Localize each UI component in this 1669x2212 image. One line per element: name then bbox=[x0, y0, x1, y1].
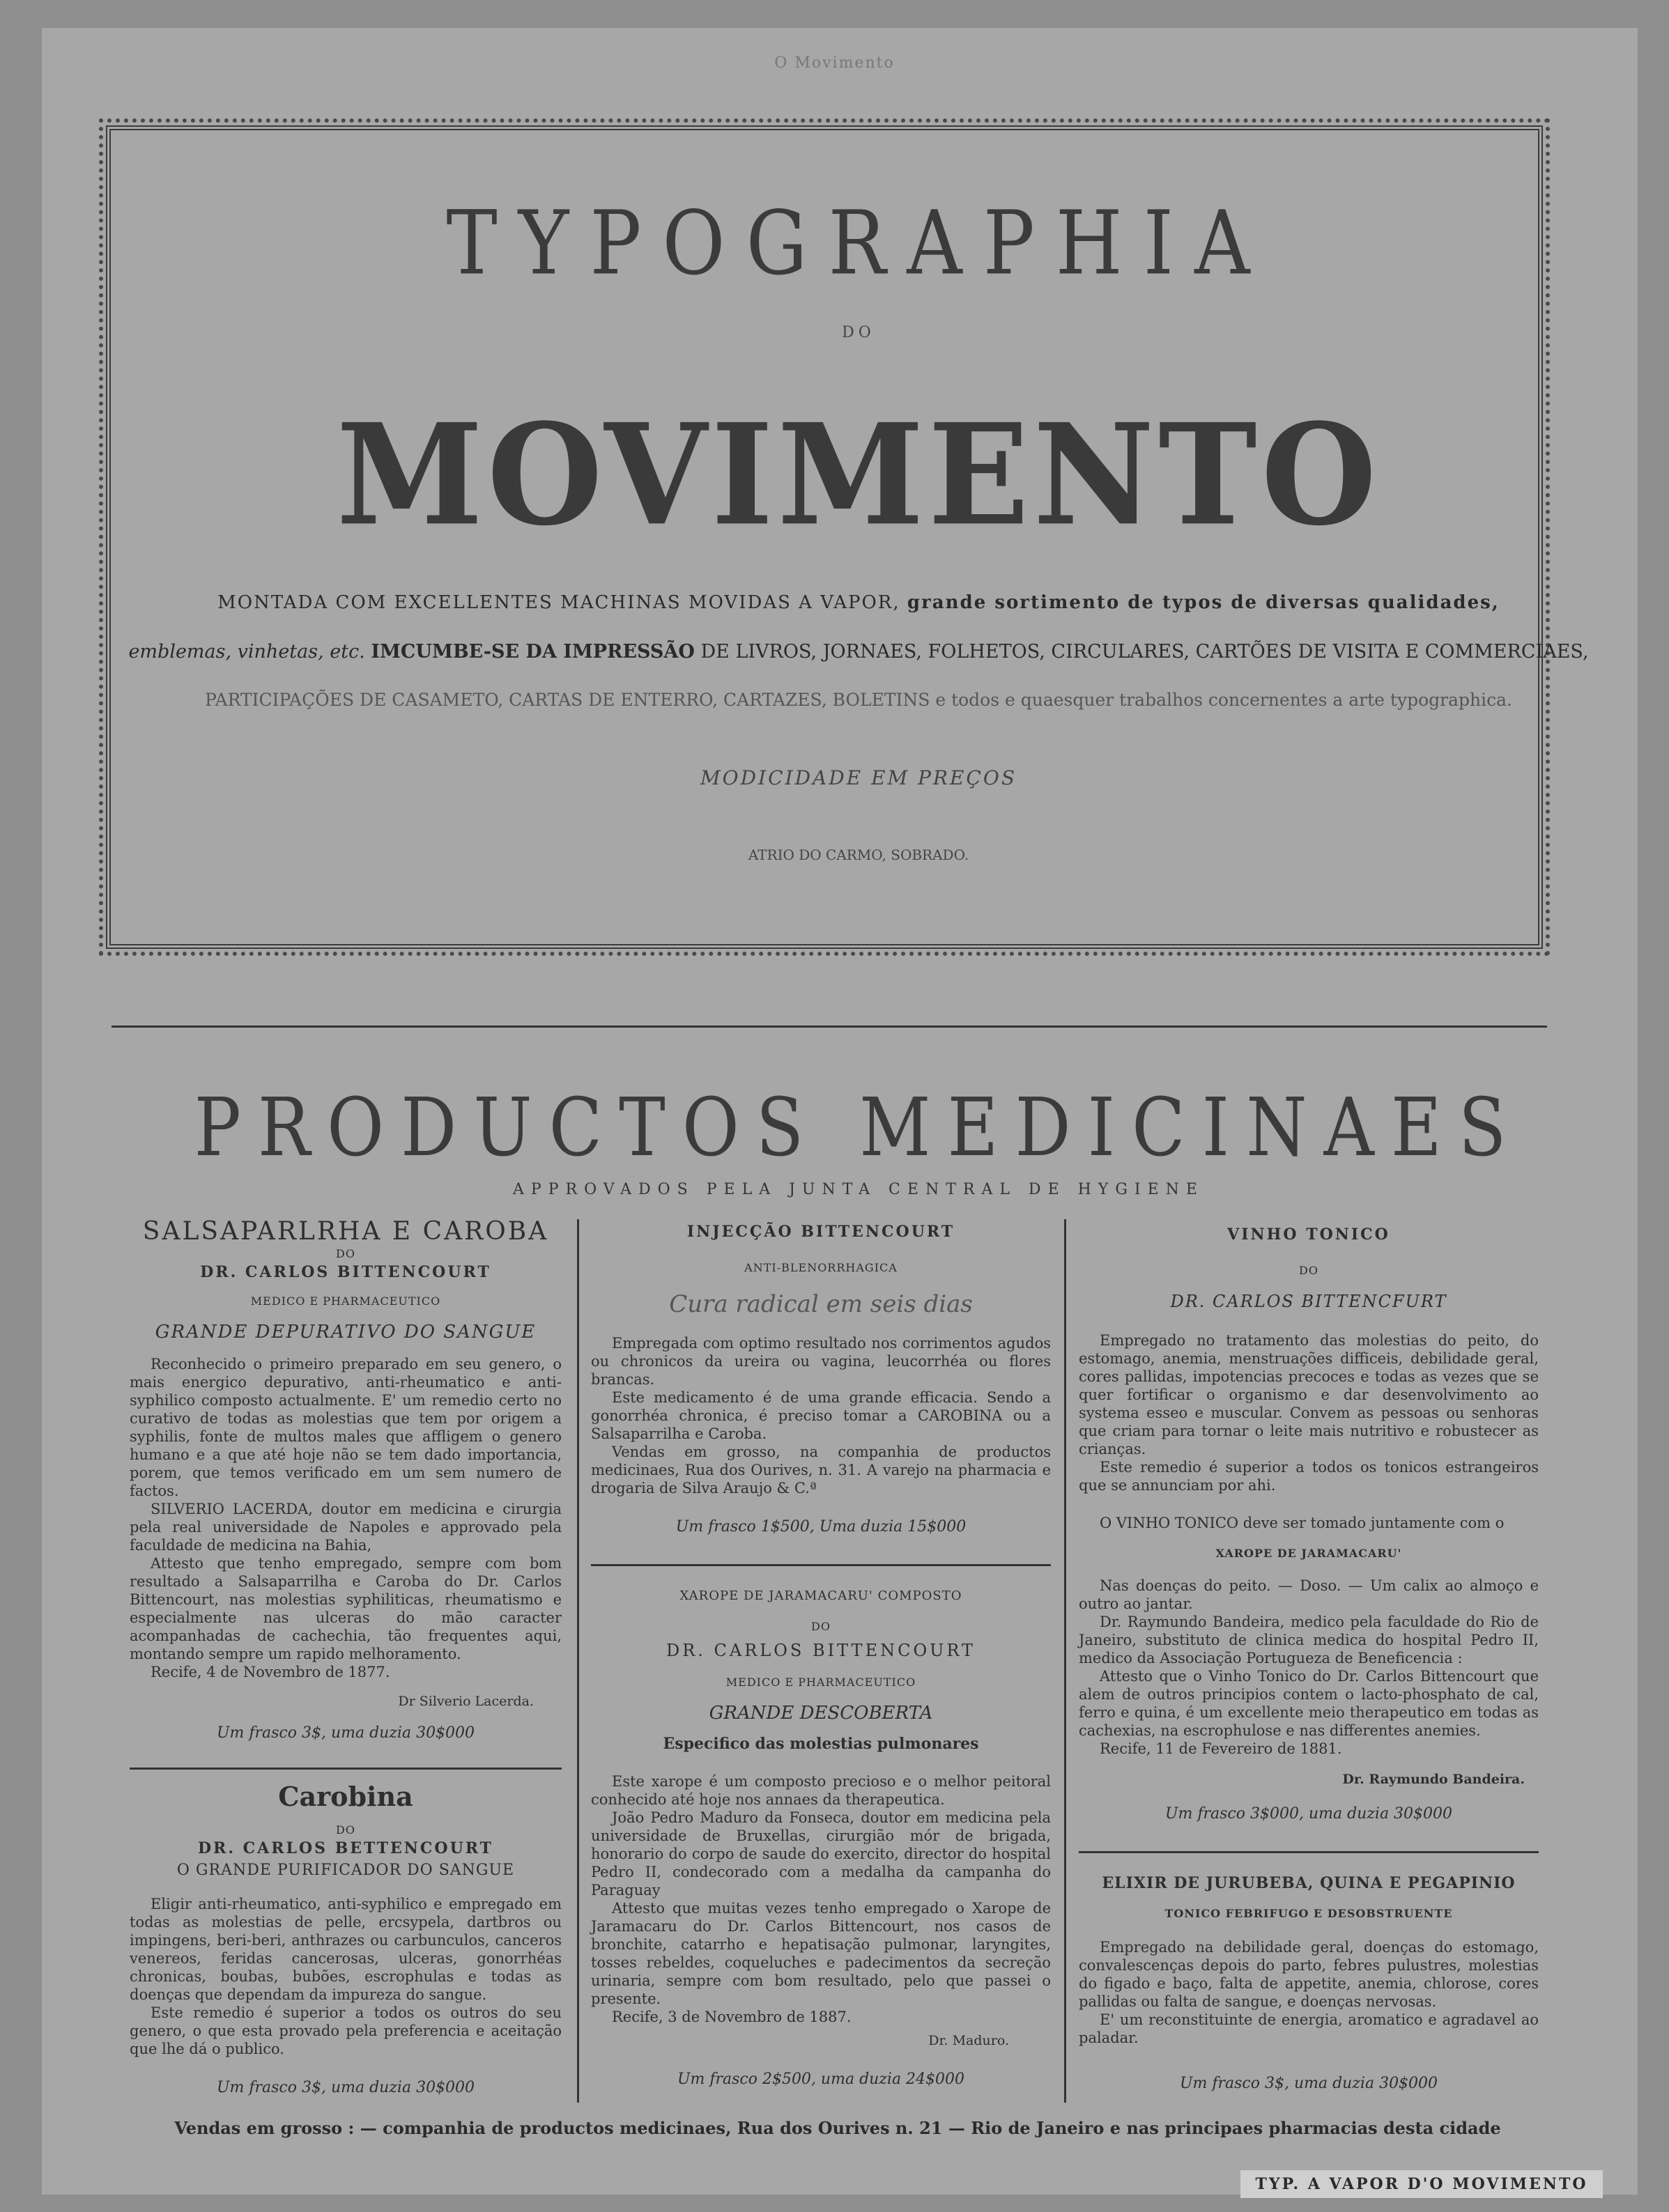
vinho-p1: Empregado no tratamento das molestias do peito, do estomago, anemia, menstruações difficeis, debilidade geral, cores pallidas, impotencias precoces e todas as vezes que se quer fortificar o organismo e dar desenvolvimento ao systema esseo e muscular. Convem as pessoas ou senhoras que criam para tornar o leite mais nutritivo e robustecer as crianças. bbox=[1079, 1332, 1539, 1457]
elixir-title: ELIXIR DE JURUBEBA, QUINA E PEGAPINIO bbox=[1102, 1874, 1516, 1892]
injeccao-divider bbox=[591, 1564, 1051, 1566]
vinho-p4: Nas doenças do peito. — Doso. — Um calix ao almoço e outro ao jantar. bbox=[1079, 1577, 1539, 1612]
running-head: O Movimento bbox=[774, 54, 895, 72]
salsa-role: MEDICO E PHARMACEUTICO bbox=[250, 1294, 441, 1308]
xarope-p2: João Pedro Maduro da Fonseca, doutor em medicina pela universidade de Bruxellas, cirurgião mór de brigada, honorario do corpo de saude do exercito, director do hospital Pedro II, condecorado com a medalha da campanha do Paraguay bbox=[591, 1809, 1051, 1898]
injeccao-tagline: Cura radical em seis dias bbox=[669, 1290, 973, 1318]
salsa-tagline: GRANDE DEPURATIVO DO SANGUE bbox=[155, 1322, 537, 1343]
vinho-xarope: XAROPE DE JARAMACARU' bbox=[1215, 1547, 1402, 1560]
xarope-doctor: DR. CARLOS BITTENCOURT bbox=[666, 1641, 976, 1660]
xarope-tagline: GRANDE DESCOBERTA bbox=[709, 1703, 933, 1724]
products-subtitle: APPROVADOS PELA JUNTA CENTRAL DE HYGIENE bbox=[513, 1181, 1204, 1198]
vinho-title: VINHO TONICO bbox=[1227, 1225, 1390, 1244]
ad-line-1b: grande sortimento de typos de diversas qualidades, bbox=[907, 592, 1500, 613]
xarope-signature: Dr. Maduro. bbox=[928, 2033, 1009, 2048]
footer-wholesale: Vendas em grosso : — companhia de productos medicinaes, Rua dos Ourives n. 21 — Rio de Janeiro e nas principaes pharmacias desta cidade bbox=[174, 2118, 1501, 2138]
carobina-tagline: O GRANDE PURIFICADOR DO SANGUE bbox=[176, 1862, 515, 1879]
xarope-p3: Attesto que muitas vezes tenho empregado o Xarope de Jaramacaru do Dr. Carlos Bittencourt, nos casos de bronchite, catarrho e hepatisação pulmonar, laryngites, tosses rebeldes, coqueluches e padecimentos da secreção urinaria, sempre com bom resultado, pelo que passei o presente. bbox=[591, 1900, 1051, 2007]
salsa-divider bbox=[130, 1768, 562, 1770]
ad-title-do: DO bbox=[842, 324, 875, 341]
vinho-p5: Dr. Raymundo Bandeira, medico pela faculdade do Rio de Janeiro, substituto de clinica medica do hospital Pedro II, medico da Associação Portugueza de Beneficencia : bbox=[1079, 1614, 1539, 1666]
column-3 bbox=[1079, 1223, 1539, 2093]
salsa-do: DO bbox=[336, 1247, 355, 1260]
xarope-p1: Este xarope é um composto precioso e o melhor peitoral conhecido até hoje nos annaes da therapeutica. bbox=[591, 1773, 1051, 1808]
injeccao-p3: Vendas em grosso, na companhia de productos medicinaes, Rua dos Ourives, n. 31. A varejo na pharmacia e drogaria de Silva Araujo & C.ª bbox=[591, 1444, 1051, 1496]
vinho-p3: O VINHO TONICO deve ser tomado juntamente com o bbox=[1100, 1515, 1505, 1531]
carobina-do: DO bbox=[336, 1823, 355, 1836]
carobina-p2: Este remedio é superior a todos os outros do seu genero, o que esta provado pela preferencia e aceitação que lhe dá o publico. bbox=[130, 2004, 562, 2057]
salsa-date: Recife, 4 de Novembro de 1877. bbox=[151, 1664, 390, 1680]
ad-line-2 bbox=[106, 641, 1611, 663]
ad-modicidade: MODICIDADE EM PREÇOS bbox=[700, 766, 1017, 789]
ad-line-2c: DE LIVROS, JORNAES, FOLHETOS, CIRCULARES, CARTÕES DE VISITA E COMMERCIAES, bbox=[700, 641, 1589, 663]
column-1 bbox=[130, 1217, 562, 2097]
elixir-sub: TONICO FEBRIFUGO E DESOBSTRUENTE bbox=[1164, 1907, 1453, 1920]
ad-title-movimento: MOVIMENTO bbox=[336, 393, 1381, 557]
vinho-signature: Dr. Raymundo Bandeira. bbox=[1342, 1772, 1525, 1787]
carobina-p1: Eligir anti-rheumatico, anti-syphilico e empregado em todas as molestias de pelle, ercsypela, dartbros ou impingens, beri-beri, anthrazes ou carbunculos, canceros venereos, feridas cancerosas, ulceras, gonorrhéas chronicas, boubas, bubões, escrophulas e todas as doenças que dependam da impureza do sangue. bbox=[130, 1896, 562, 2003]
injeccao-price: Um frasco 1$500, Uma duzia 15$000 bbox=[675, 1518, 967, 1536]
ad-line-1a: MONTADA COM EXCELLENTES MACHINAS MOVIDAS A VAPOR, bbox=[217, 592, 900, 613]
column-2 bbox=[591, 1223, 1051, 2089]
ad-line-3: PARTICIPAÇÕES DE CASAMETO, CARTAS DE ENTERRO, CARTAZES, BOLETINS e todos e quaesquer trabalhos concernentes a arte typographica. bbox=[205, 690, 1512, 710]
vinho-date: Recife, 11 de Fevereiro de 1881. bbox=[1100, 1740, 1342, 1757]
vinho-doctor: DR. CARLOS BITTENCFURT bbox=[1170, 1292, 1447, 1311]
vinho-p2: Este remedio é superior a todos os tonicos estrangeiros que se annunciam por ahi. bbox=[1079, 1459, 1539, 1494]
imprint-label: TYP. A VAPOR D'O MOVIMENTO bbox=[1240, 2170, 1603, 2198]
injeccao-p1: Empregada com optimo resultado nos corrimentos agudos ou chronicos da ureira ou vagina, leucorrhéa ou flores brancas. bbox=[591, 1335, 1051, 1388]
carobina-title: Carobina bbox=[278, 1781, 413, 1812]
column-rule-2 bbox=[1064, 1219, 1066, 2103]
salsa-signature: Dr Silverio Lacerda. bbox=[398, 1694, 534, 1709]
ad-title-typographia: TYPOGRAPHIA bbox=[446, 192, 1271, 295]
ad-line-2a: emblemas, vinhetas, etc. bbox=[128, 641, 365, 663]
salsa-p2: SILVERIO LACERDA, doutor em medicina e cirurgia pela real universidade de Napoles e approvado pela faculdade de medicina na Bahia, bbox=[130, 1501, 562, 1554]
injeccao-sub: ANTI-BLENORRHAGICA bbox=[744, 1261, 898, 1274]
carobina-doctor: DR. CARLOS BETTENCOURT bbox=[197, 1839, 494, 1857]
xarope-date: Recife, 3 de Novembro de 1887. bbox=[612, 2009, 852, 2025]
xarope-sub: Especifico das molestias pulmonares bbox=[663, 1735, 979, 1753]
xarope-do: DO bbox=[811, 1620, 831, 1633]
elixir-p1: Empregado na debilidade geral, doenças do estomago, convalescenças depois do parto, febres pulustres, molestias do figado e baço, falta de appetite, anemia, chlorose, cores pallidas ou falta de sangue, e doenças nervosas. bbox=[1079, 1939, 1539, 2010]
xarope-role: MEDICO E PHARMACEUTICO bbox=[725, 1676, 916, 1689]
ad-line-2b: IMCUMBE-SE DA IMPRESSÃO bbox=[371, 641, 695, 663]
vinho-divider bbox=[1079, 1851, 1539, 1853]
injeccao-title: INJECÇÃO BITTENCOURT bbox=[686, 1223, 955, 1241]
carobina-price: Um frasco 3$, uma duzia 30$000 bbox=[216, 2079, 475, 2096]
salsa-title: SALSAPARLRHA E CAROBA bbox=[142, 1217, 549, 1246]
injeccao-p2: Este medicamento é de uma grande efficacia. Sendo a gonorrhéa chronica, é preciso tomar a CAROBINA ou a Salsaparrilha e Caroba. bbox=[591, 1389, 1051, 1442]
salsa-price: Um frasco 3$, uma duzia 30$000 bbox=[216, 1724, 475, 1742]
salsa-p3: Attesto que tenho empregado, sempre com bom resultado a Salsaparrilha e Caroba do Dr. Carlos Bittencourt, nas molestias syphiliticas, rheumatismo e especialmente nas ulceras do mão caracter acompanhadas de cachechia, tão frequentes aqui, montando sempre um rapido melhoramento. bbox=[130, 1555, 562, 1662]
elixir-price: Um frasco 3$, uma duzia 30$000 bbox=[1179, 2075, 1438, 2092]
xarope-price: Um frasco 2$500, uma duzia 24$000 bbox=[677, 2071, 965, 2088]
vinho-do: DO bbox=[1299, 1264, 1318, 1277]
ad-address: ATRIO DO CARMO, SOBRADO. bbox=[748, 846, 969, 863]
column-rule-1 bbox=[577, 1219, 579, 2103]
elixir-p2: E' um reconstituinte de energia, aromatico e agradavel ao paladar. bbox=[1079, 2011, 1539, 2046]
products-title: PRODUCTOS MEDICINAES bbox=[194, 1081, 1523, 1175]
vinho-p6: Attesto que o Vinho Tonico do Dr. Carlos Bittencourt que alem de outros principios contem o lacto-phosphato de cal, ferro e quina, é um excellente meio therapeutico em todas as cachexias, na escrophulose e nas differentes anemies. bbox=[1079, 1668, 1539, 1739]
section-divider bbox=[111, 1026, 1547, 1028]
salsa-doctor: DR. CARLOS BITTENCOURT bbox=[200, 1263, 491, 1281]
ad-line-1 bbox=[106, 592, 1611, 613]
xarope-title: XAROPE DE JARAMACARU' COMPOSTO bbox=[679, 1588, 962, 1603]
salsa-p1: Reconhecido o primeiro preparado em seu genero, o mais energico depurativo, anti-rheumatico e anti-syphilico composto actualmente. E' um remedio certo no curativo de todas as molestias que tem por origem a syphilis, fonte de multos males que affligem o genero humano e a que até hoje não se tem dado importancia, porem, que temos verificado em um sem numero de factos. bbox=[130, 1356, 562, 1499]
vinho-price: Um frasco 3$000, uma duzia 30$000 bbox=[1164, 1805, 1453, 1823]
